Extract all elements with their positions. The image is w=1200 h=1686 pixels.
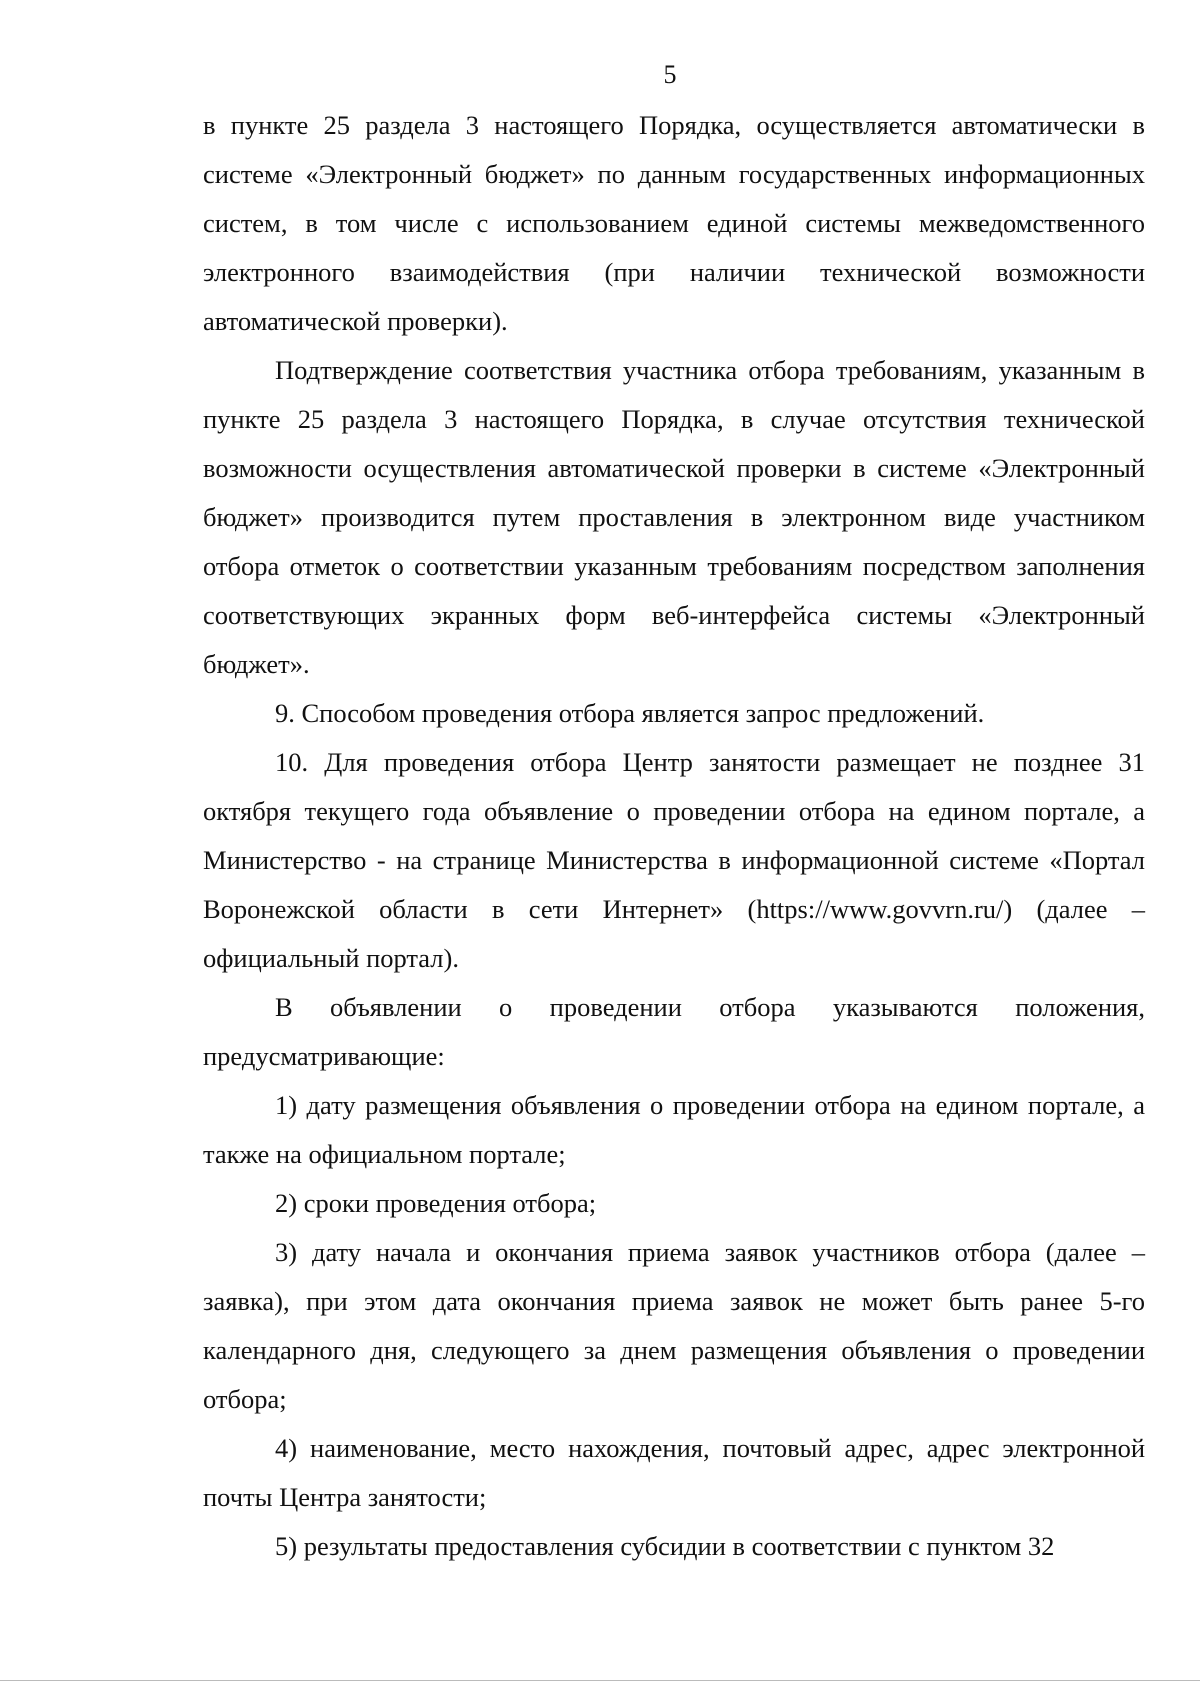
list-item-1: 1) дату размещения объявления о проведении отбора на едином портале, а также на официальном портале; bbox=[203, 1090, 1145, 1169]
paragraph-announcement-provisions: В объявлении о проведении отбора указываются положения, предусматривающие: bbox=[203, 992, 1145, 1071]
document-body bbox=[203, 101, 1145, 1571]
paragraph-item-9: 9. Способом проведения отбора является запрос предложений. bbox=[275, 698, 985, 728]
page-bottom-edge bbox=[0, 1680, 1200, 1681]
list-item-3: 3) дату начала и окончания приема заявок участников отбора (далее – заявка), при этом дата окончания приема заявок не может быть ранее 5-го календарного дня, следующего за днем размещения объявления о проведении отбора; bbox=[203, 1237, 1145, 1414]
paragraph-confirmation: Подтверждение соответствия участника отбора требованиям, указанным в пункте 25 раздела 3 настоящего Порядка, в случае отсутствия технической возможности осуществления автоматической проверки в системе «Электронный бюджет» производится путем проставления в электронном виде участником отбора отметок о соответствии указанным требованиям посредством заполнения соответствующих экранных форм веб-интерфейса системы «Электронный бюджет». bbox=[203, 355, 1145, 679]
list-item-5: 5) результаты предоставления субсидии в соответствии с пунктом 32 bbox=[275, 1531, 1055, 1561]
list-item-4: 4) наименование, место нахождения, почтовый адрес, адрес электронной почты Центра занятости; bbox=[203, 1433, 1145, 1512]
paragraph-automatic-check: в пункте 25 раздела 3 настоящего Порядка, осуществляется автоматически в системе «Электронный бюджет» по данным государственных информационных систем, в том числе с использованием единой системы межведомственного электронного взаимодействия (при наличии технической возможности автоматической проверки). bbox=[203, 110, 1145, 336]
paragraph-item-10: 10. Для проведения отбора Центр занятости размещает не позднее 31 октября текущего года объявление о проведении отбора на едином портале, а Министерство - на странице Министерства в информационной системе «Портал Воронежской области в сети Интернет» (https://www.govvrn.ru/) (далее – официальный портал). bbox=[203, 747, 1145, 973]
list-item-2: 2) сроки проведения отбора; bbox=[275, 1188, 597, 1218]
page-number: 5 bbox=[663, 60, 677, 89]
